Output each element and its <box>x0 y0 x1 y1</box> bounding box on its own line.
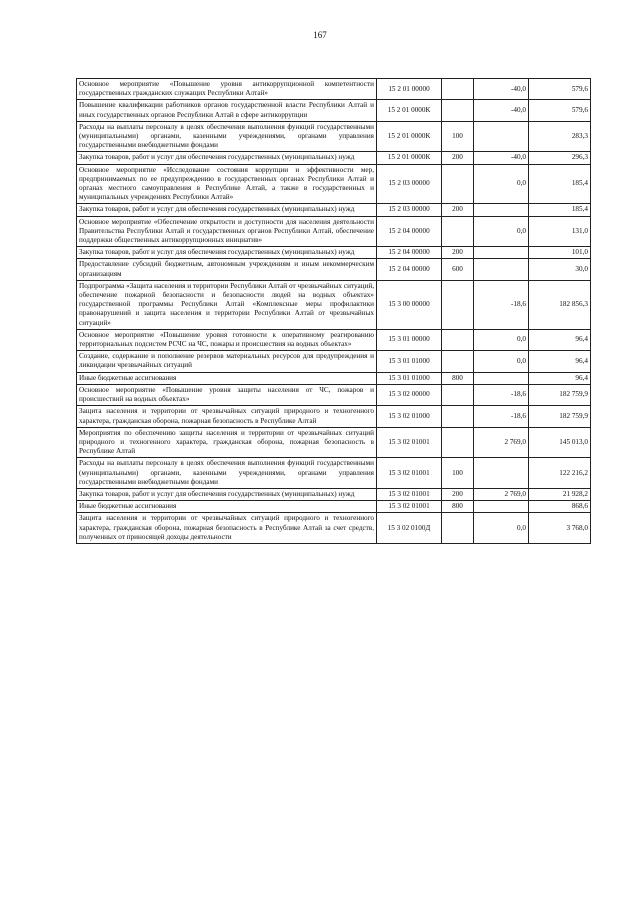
table-row <box>77 121 591 152</box>
classification-code-cell: 15 2 01 00000 <box>377 79 442 100</box>
description-cell: Основное мероприятие «Повышение уровня защиты населения от ЧС, пожаров и происшествий на водных объектах» <box>77 384 377 405</box>
total-amount-cell: 185,4 <box>529 164 591 204</box>
table-row <box>77 372 591 384</box>
total-amount-cell: 579,6 <box>529 79 591 100</box>
expense-type-cell <box>442 513 474 544</box>
table-row <box>77 501 591 513</box>
table-row <box>77 79 591 100</box>
expense-type-cell <box>442 100 474 121</box>
classification-code-cell: 15 3 02 0100Д <box>377 513 442 544</box>
total-amount-cell: 185,4 <box>529 204 591 216</box>
total-amount-cell: 296,3 <box>529 152 591 164</box>
total-amount-cell: 868,6 <box>529 501 591 513</box>
table-row <box>77 488 591 500</box>
expense-type-cell: 200 <box>442 204 474 216</box>
classification-code-cell: 15 2 04 00000 <box>377 216 442 247</box>
expense-type-cell: 200 <box>442 247 474 259</box>
classification-code-cell: 15 2 04 00000 <box>377 247 442 259</box>
change-amount-cell: -18,6 <box>474 384 529 405</box>
expense-type-cell: 100 <box>442 458 474 489</box>
description-cell: Защита населения и территории от чрезвычайных ситуаций природного и техногенного характера, гражданская оборона, пожарная безопасность в Республике Алтай <box>77 406 377 427</box>
change-amount-cell: 0,0 <box>474 329 529 350</box>
table-row <box>77 329 591 350</box>
total-amount-cell: 96,4 <box>529 351 591 372</box>
change-amount-cell: 2 769,0 <box>474 488 529 500</box>
expense-type-cell: 600 <box>442 259 474 280</box>
expense-type-cell: 800 <box>442 501 474 513</box>
description-cell: Создание, содержание и пополнение резервов материальных ресурсов для предупреждения и ликвидации чрезвычайных ситуаций <box>77 351 377 372</box>
expense-type-cell <box>442 406 474 427</box>
classification-code-cell: 15 2 01 0000К <box>377 100 442 121</box>
description-cell: Закупка товаров, работ и услуг для обеспечения государственных (муниципальных) нужд <box>77 204 377 216</box>
classification-code-cell: 15 3 01 00000 <box>377 329 442 350</box>
classification-code-cell: 15 3 02 01001 <box>377 488 442 500</box>
table-row <box>77 100 591 121</box>
table-row <box>77 152 591 164</box>
classification-code-cell: 15 2 03 00000 <box>377 164 442 204</box>
table-row <box>77 204 591 216</box>
table-row <box>77 427 591 458</box>
change-amount-cell: 0,0 <box>474 351 529 372</box>
classification-code-cell: 15 3 01 01000 <box>377 372 442 384</box>
classification-code-cell: 15 3 02 01001 <box>377 501 442 513</box>
change-amount-cell: 0,0 <box>474 164 529 204</box>
expense-type-cell <box>442 427 474 458</box>
budget-table <box>76 78 591 544</box>
change-amount-cell: 2 769,0 <box>474 427 529 458</box>
change-amount-cell: -40,0 <box>474 152 529 164</box>
total-amount-cell: 182 856,3 <box>529 280 591 329</box>
change-amount-cell: -18,6 <box>474 406 529 427</box>
expense-type-cell <box>442 329 474 350</box>
description-cell: Расходы на выплаты персоналу в целях обеспечения выполнения функций государственными (муниципальными) органами, казенными учреждениями, органами управления государственными внебюджетными фондами <box>77 458 377 489</box>
description-cell: Подпрограмма «Защита населения и территории Республики Алтай от чрезвычайных ситуаций, обеспечение пожарной безопасности и безопасности людей на водных объектах» государственной программы Республики Алтай «Комплексные меры профилактики правонарушений и защита населения и территории Республики Алтай от чрезвычайных ситуаций» <box>77 280 377 329</box>
change-amount-cell: -40,0 <box>474 100 529 121</box>
change-amount-cell: -40,0 <box>474 79 529 100</box>
description-cell: Закупка товаров, работ и услуг для обеспечения государственных (муниципальных) нужд <box>77 247 377 259</box>
change-amount-cell <box>474 204 529 216</box>
page-number: 167 <box>313 30 327 40</box>
change-amount-cell: -18,6 <box>474 280 529 329</box>
change-amount-cell <box>474 121 529 152</box>
table-row <box>77 351 591 372</box>
total-amount-cell: 122 216,2 <box>529 458 591 489</box>
classification-code-cell: 15 3 01 01000 <box>377 351 442 372</box>
table-row <box>77 216 591 247</box>
expense-type-cell: 200 <box>442 152 474 164</box>
table-row <box>77 259 591 280</box>
change-amount-cell <box>474 501 529 513</box>
classification-code-cell: 15 3 00 00000 <box>377 280 442 329</box>
change-amount-cell: 0,0 <box>474 513 529 544</box>
description-cell: Закупка товаров, работ и услуг для обеспечения государственных (муниципальных) нужд <box>77 152 377 164</box>
total-amount-cell: 101,0 <box>529 247 591 259</box>
classification-code-cell: 15 2 03 00000 <box>377 204 442 216</box>
expense-type-cell: 100 <box>442 121 474 152</box>
table-row <box>77 458 591 489</box>
description-cell: Мероприятия по обеспечению защиты населения и территории от чрезвычайных ситуаций природного и техногенного характера, гражданская оборона, пожарная безопасность в Республике Алтай <box>77 427 377 458</box>
total-amount-cell: 145 013,0 <box>529 427 591 458</box>
description-cell: Предоставление субсидий бюджетным, автономным учреждениям и иным некоммерческим организациям <box>77 259 377 280</box>
table-row <box>77 164 591 204</box>
classification-code-cell: 15 3 02 01001 <box>377 458 442 489</box>
description-cell: Закупка товаров, работ и услуг для обеспечения государственных (муниципальных) нужд <box>77 488 377 500</box>
description-cell: Основное мероприятие «Повышение уровня антикоррупционной компетентности государственных гражданских служащих Республики Алтай» <box>77 79 377 100</box>
expense-type-cell <box>442 280 474 329</box>
total-amount-cell: 21 928,2 <box>529 488 591 500</box>
description-cell: Основное мероприятие «Исследование состояния коррупции и эффективности мер, предпринимаемых по ее предупреждению в государственных органах Республики Алтай и органах местного самоуправления в Республике Алтай, а также в государственных и муниципальных учреждениях Республики Алтай» <box>77 164 377 204</box>
classification-code-cell: 15 3 02 01001 <box>377 427 442 458</box>
total-amount-cell: 283,3 <box>529 121 591 152</box>
total-amount-cell: 182 759,9 <box>529 406 591 427</box>
expense-type-cell <box>442 351 474 372</box>
description-cell: Расходы на выплаты персоналу в целях обеспечения выполнения функций государственными (муниципальными) органами, казенными учреждениями, органами управления государственными внебюджетными фондами <box>77 121 377 152</box>
description-cell: Иные бюджетные ассигнования <box>77 372 377 384</box>
table-row <box>77 384 591 405</box>
total-amount-cell: 182 759,9 <box>529 384 591 405</box>
description-cell: Защита населения и территории от чрезвычайных ситуаций природного и техногенного характера, гражданская оборона, пожарная безопасность в Республике Алтай за счет средств, полученных от приносящей доходы деятельности <box>77 513 377 544</box>
expense-type-cell: 800 <box>442 372 474 384</box>
change-amount-cell <box>474 247 529 259</box>
table-row <box>77 406 591 427</box>
change-amount-cell <box>474 259 529 280</box>
classification-code-cell: 15 2 04 00000 <box>377 259 442 280</box>
total-amount-cell: 579,6 <box>529 100 591 121</box>
budget-table-body <box>77 79 591 544</box>
total-amount-cell: 3 768,0 <box>529 513 591 544</box>
table-row <box>77 247 591 259</box>
table-row <box>77 513 591 544</box>
total-amount-cell: 96,4 <box>529 372 591 384</box>
change-amount-cell <box>474 372 529 384</box>
total-amount-cell: 131,0 <box>529 216 591 247</box>
classification-code-cell: 15 3 02 01000 <box>377 406 442 427</box>
expense-type-cell <box>442 216 474 247</box>
description-cell: Иные бюджетные ассигнования <box>77 501 377 513</box>
change-amount-cell: 0,0 <box>474 216 529 247</box>
table-row <box>77 280 591 329</box>
description-cell: Основное мероприятие «Повышение уровня готовности к оперативному реагированию территориальных подсистем РСЧС на ЧС, пожары и происшествия на водных объектах» <box>77 329 377 350</box>
change-amount-cell <box>474 458 529 489</box>
description-cell: Повышение квалификации работников органов государственной власти Республики Алтай и иных государственных органов Республики Алтай в сфере антикоррупции <box>77 100 377 121</box>
total-amount-cell: 96,4 <box>529 329 591 350</box>
expense-type-cell: 200 <box>442 488 474 500</box>
expense-type-cell <box>442 384 474 405</box>
classification-code-cell: 15 3 02 00000 <box>377 384 442 405</box>
expense-type-cell <box>442 164 474 204</box>
classification-code-cell: 15 2 01 0000К <box>377 121 442 152</box>
classification-code-cell: 15 2 01 0000К <box>377 152 442 164</box>
expense-type-cell <box>442 79 474 100</box>
total-amount-cell: 30,0 <box>529 259 591 280</box>
description-cell: Основное мероприятие «Обеспечение открытости и доступности для населения деятельности Правительства Республики Алтай и государственных органов Республики Алтай, обеспечение поддержки общественных антикоррупционных инициатив» <box>77 216 377 247</box>
